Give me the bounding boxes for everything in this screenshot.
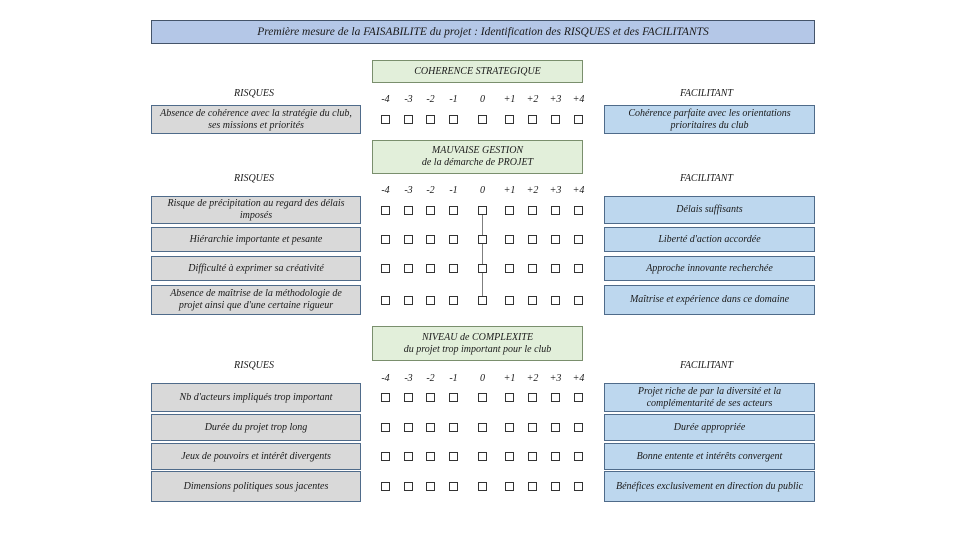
- rating-checkbox[interactable]: [426, 115, 435, 124]
- rating-checkbox[interactable]: [478, 393, 487, 402]
- rating-checkbox[interactable]: [528, 235, 537, 244]
- section-title-box: [372, 326, 583, 361]
- risk-label: Dimensions politiques sous jacentes: [151, 471, 361, 502]
- scale-label: -3: [404, 185, 413, 196]
- rating-checkbox[interactable]: [478, 482, 487, 491]
- rating-checkbox[interactable]: [528, 206, 537, 215]
- rating-checkbox[interactable]: [574, 452, 583, 461]
- risks-header: RISQUES: [234, 360, 274, 371]
- rating-checkbox[interactable]: [551, 115, 560, 124]
- scale-label: -4: [381, 373, 390, 384]
- rating-checkbox[interactable]: [505, 264, 514, 273]
- rating-checkbox[interactable]: [551, 296, 560, 305]
- rating-scale: [368, 94, 588, 106]
- rating-checkbox[interactable]: [505, 393, 514, 402]
- rating-checkbox[interactable]: [449, 115, 458, 124]
- scale-label: +4: [572, 373, 585, 384]
- facilitants-header: FACILITANT: [680, 173, 733, 184]
- rating-checkbox[interactable]: [404, 452, 413, 461]
- rating-checkbox[interactable]: [478, 235, 487, 244]
- scale-label: -1: [449, 94, 458, 105]
- scale-label: +3: [549, 373, 562, 384]
- rating-checkbox[interactable]: [551, 206, 560, 215]
- rating-checkbox[interactable]: [449, 423, 458, 432]
- rating-checkbox[interactable]: [551, 235, 560, 244]
- facilitant-label: Bonne entente et intérêts convergent: [604, 443, 815, 470]
- rating-checkbox[interactable]: [478, 206, 487, 215]
- rating-checkbox[interactable]: [426, 482, 435, 491]
- rating-checkbox[interactable]: [574, 264, 583, 273]
- rating-checkbox[interactable]: [478, 452, 487, 461]
- rating-checkbox[interactable]: [505, 115, 514, 124]
- rating-checkbox[interactable]: [449, 452, 458, 461]
- scale-label: +3: [549, 94, 562, 105]
- rating-checkbox[interactable]: [574, 393, 583, 402]
- rating-checkbox[interactable]: [381, 393, 390, 402]
- facilitant-label: Maîtrise et expérience dans ce domaine: [604, 285, 815, 315]
- rating-checkbox[interactable]: [528, 264, 537, 273]
- section-title: MAUVAISE GESTION: [431, 145, 524, 156]
- rating-checkbox[interactable]: [426, 296, 435, 305]
- facilitant-label: Durée appropriée: [604, 414, 815, 441]
- section-title-box: [372, 60, 583, 83]
- rating-checkbox[interactable]: [404, 393, 413, 402]
- scale-label: +1: [503, 94, 516, 105]
- risks-header: RISQUES: [234, 173, 274, 184]
- rating-checkbox[interactable]: [381, 296, 390, 305]
- risk-label: Durée du projet trop long: [151, 414, 361, 441]
- scale-label: +2: [526, 94, 539, 105]
- rating-checkbox[interactable]: [426, 235, 435, 244]
- risk-label: Jeux de pouvoirs et intérêt divergents: [151, 443, 361, 470]
- rating-checkbox[interactable]: [449, 296, 458, 305]
- rating-checkbox[interactable]: [449, 206, 458, 215]
- risks-header: RISQUES: [234, 88, 274, 99]
- rating-checkbox[interactable]: [574, 296, 583, 305]
- rating-checkbox[interactable]: [574, 482, 583, 491]
- section-title-box: [372, 140, 583, 174]
- rating-checkbox[interactable]: [551, 452, 560, 461]
- facilitant-label: Approche innovante recherchée: [604, 256, 815, 281]
- scale-label: -3: [404, 94, 413, 105]
- rating-checkbox[interactable]: [574, 423, 583, 432]
- rating-checkbox[interactable]: [449, 482, 458, 491]
- rating-checkbox[interactable]: [381, 423, 390, 432]
- scale-label: -4: [381, 94, 390, 105]
- rating-checkbox[interactable]: [528, 296, 537, 305]
- section-subtitle: du projet trop important pour le club: [403, 343, 552, 355]
- rating-checkbox[interactable]: [381, 452, 390, 461]
- rating-checkbox[interactable]: [505, 423, 514, 432]
- scale-label: -2: [426, 94, 435, 105]
- rating-checkbox[interactable]: [574, 206, 583, 215]
- scale-label: -4: [381, 185, 390, 196]
- rating-checkbox[interactable]: [505, 296, 514, 305]
- rating-checkbox[interactable]: [381, 206, 390, 215]
- rating-checkbox[interactable]: [449, 393, 458, 402]
- rating-checkbox[interactable]: [426, 393, 435, 402]
- risk-label: Difficulté à exprimer sa créativité: [151, 256, 361, 281]
- rating-checkbox[interactable]: [505, 235, 514, 244]
- facilitant-label: Délais suffisants: [604, 196, 815, 224]
- scale-label: 0: [480, 185, 485, 196]
- section-title: COHERENCE STRATEGIQUE: [414, 65, 541, 77]
- scale-label: -1: [449, 373, 458, 384]
- rating-checkbox[interactable]: [574, 235, 583, 244]
- scale-label: +3: [549, 185, 562, 196]
- rating-scale: [368, 185, 588, 197]
- rating-checkbox[interactable]: [449, 235, 458, 244]
- facilitant-label: Cohérence parfaite avec les orientations prioritaires du club: [604, 105, 815, 134]
- scale-label: -2: [426, 373, 435, 384]
- facilitant-label: Bénéfices exclusivement en direction du public: [604, 471, 815, 502]
- rating-checkbox[interactable]: [551, 264, 560, 273]
- rating-checkbox[interactable]: [404, 423, 413, 432]
- rating-checkbox[interactable]: [426, 423, 435, 432]
- rating-checkbox[interactable]: [426, 206, 435, 215]
- rating-checkbox[interactable]: [551, 393, 560, 402]
- rating-checkbox[interactable]: [404, 206, 413, 215]
- rating-checkbox[interactable]: [528, 393, 537, 402]
- scale-label: -2: [426, 185, 435, 196]
- scale-label: -1: [449, 185, 458, 196]
- risk-label: Hiérarchie importante et pesante: [151, 227, 361, 252]
- zero-column-connector: [482, 210, 483, 300]
- risk-label: Nb d'acteurs impliqués trop important: [151, 383, 361, 412]
- rating-checkbox[interactable]: [449, 264, 458, 273]
- rating-checkbox[interactable]: [505, 206, 514, 215]
- rating-checkbox[interactable]: [528, 452, 537, 461]
- rating-checkbox[interactable]: [426, 452, 435, 461]
- scale-label: 0: [480, 94, 485, 105]
- scale-label: +2: [526, 373, 539, 384]
- rating-checkbox[interactable]: [478, 423, 487, 432]
- rating-checkbox[interactable]: [478, 115, 487, 124]
- rating-checkbox[interactable]: [505, 482, 514, 491]
- rating-checkbox[interactable]: [381, 482, 390, 491]
- rating-checkbox[interactable]: [404, 482, 413, 491]
- rating-scale: [368, 373, 588, 385]
- rating-checkbox[interactable]: [404, 115, 413, 124]
- rating-checkbox[interactable]: [528, 423, 537, 432]
- scale-label: 0: [480, 373, 485, 384]
- scale-label: -3: [404, 373, 413, 384]
- rating-checkbox[interactable]: [505, 452, 514, 461]
- rating-checkbox[interactable]: [426, 264, 435, 273]
- facilitant-label: Projet riche de par la diversité et la complémentarité de ses acteurs: [604, 383, 815, 412]
- rating-checkbox[interactable]: [551, 423, 560, 432]
- scale-label: +1: [503, 185, 516, 196]
- scale-label: +4: [572, 185, 585, 196]
- rating-checkbox[interactable]: [404, 296, 413, 305]
- risk-label: Absence de maîtrise de la méthodologie de projet ainsi que d'une certaine rigueur: [151, 285, 361, 315]
- scale-label: +4: [572, 94, 585, 105]
- facilitants-header: FACILITANT: [680, 88, 733, 99]
- rating-checkbox[interactable]: [381, 264, 390, 273]
- rating-checkbox[interactable]: [551, 482, 560, 491]
- risk-label: Risque de précipitation au regard des délais imposés: [151, 196, 361, 224]
- rating-checkbox[interactable]: [478, 296, 487, 305]
- rating-checkbox[interactable]: [404, 235, 413, 244]
- rating-checkbox[interactable]: [404, 264, 413, 273]
- rating-checkbox[interactable]: [528, 482, 537, 491]
- page-title: Première mesure de la FAISABILITE du projet : Identification des RISQUES et des FACILITANTS: [151, 20, 815, 44]
- scale-label: +2: [526, 185, 539, 196]
- rating-checkbox[interactable]: [381, 115, 390, 124]
- rating-checkbox[interactable]: [528, 115, 537, 124]
- risk-label: Absence de cohérence avec la stratégie du club, ses missions et priorités: [151, 105, 361, 134]
- rating-checkbox[interactable]: [478, 264, 487, 273]
- facilitants-header: FACILITANT: [680, 360, 733, 371]
- section-subtitle: de la démarche de PROJET: [421, 157, 534, 168]
- rating-checkbox[interactable]: [381, 235, 390, 244]
- section-title: NIVEAU de COMPLEXITE: [421, 331, 534, 343]
- rating-checkbox[interactable]: [574, 115, 583, 124]
- facilitant-label: Liberté d'action accordée: [604, 227, 815, 252]
- scale-label: +1: [503, 373, 516, 384]
